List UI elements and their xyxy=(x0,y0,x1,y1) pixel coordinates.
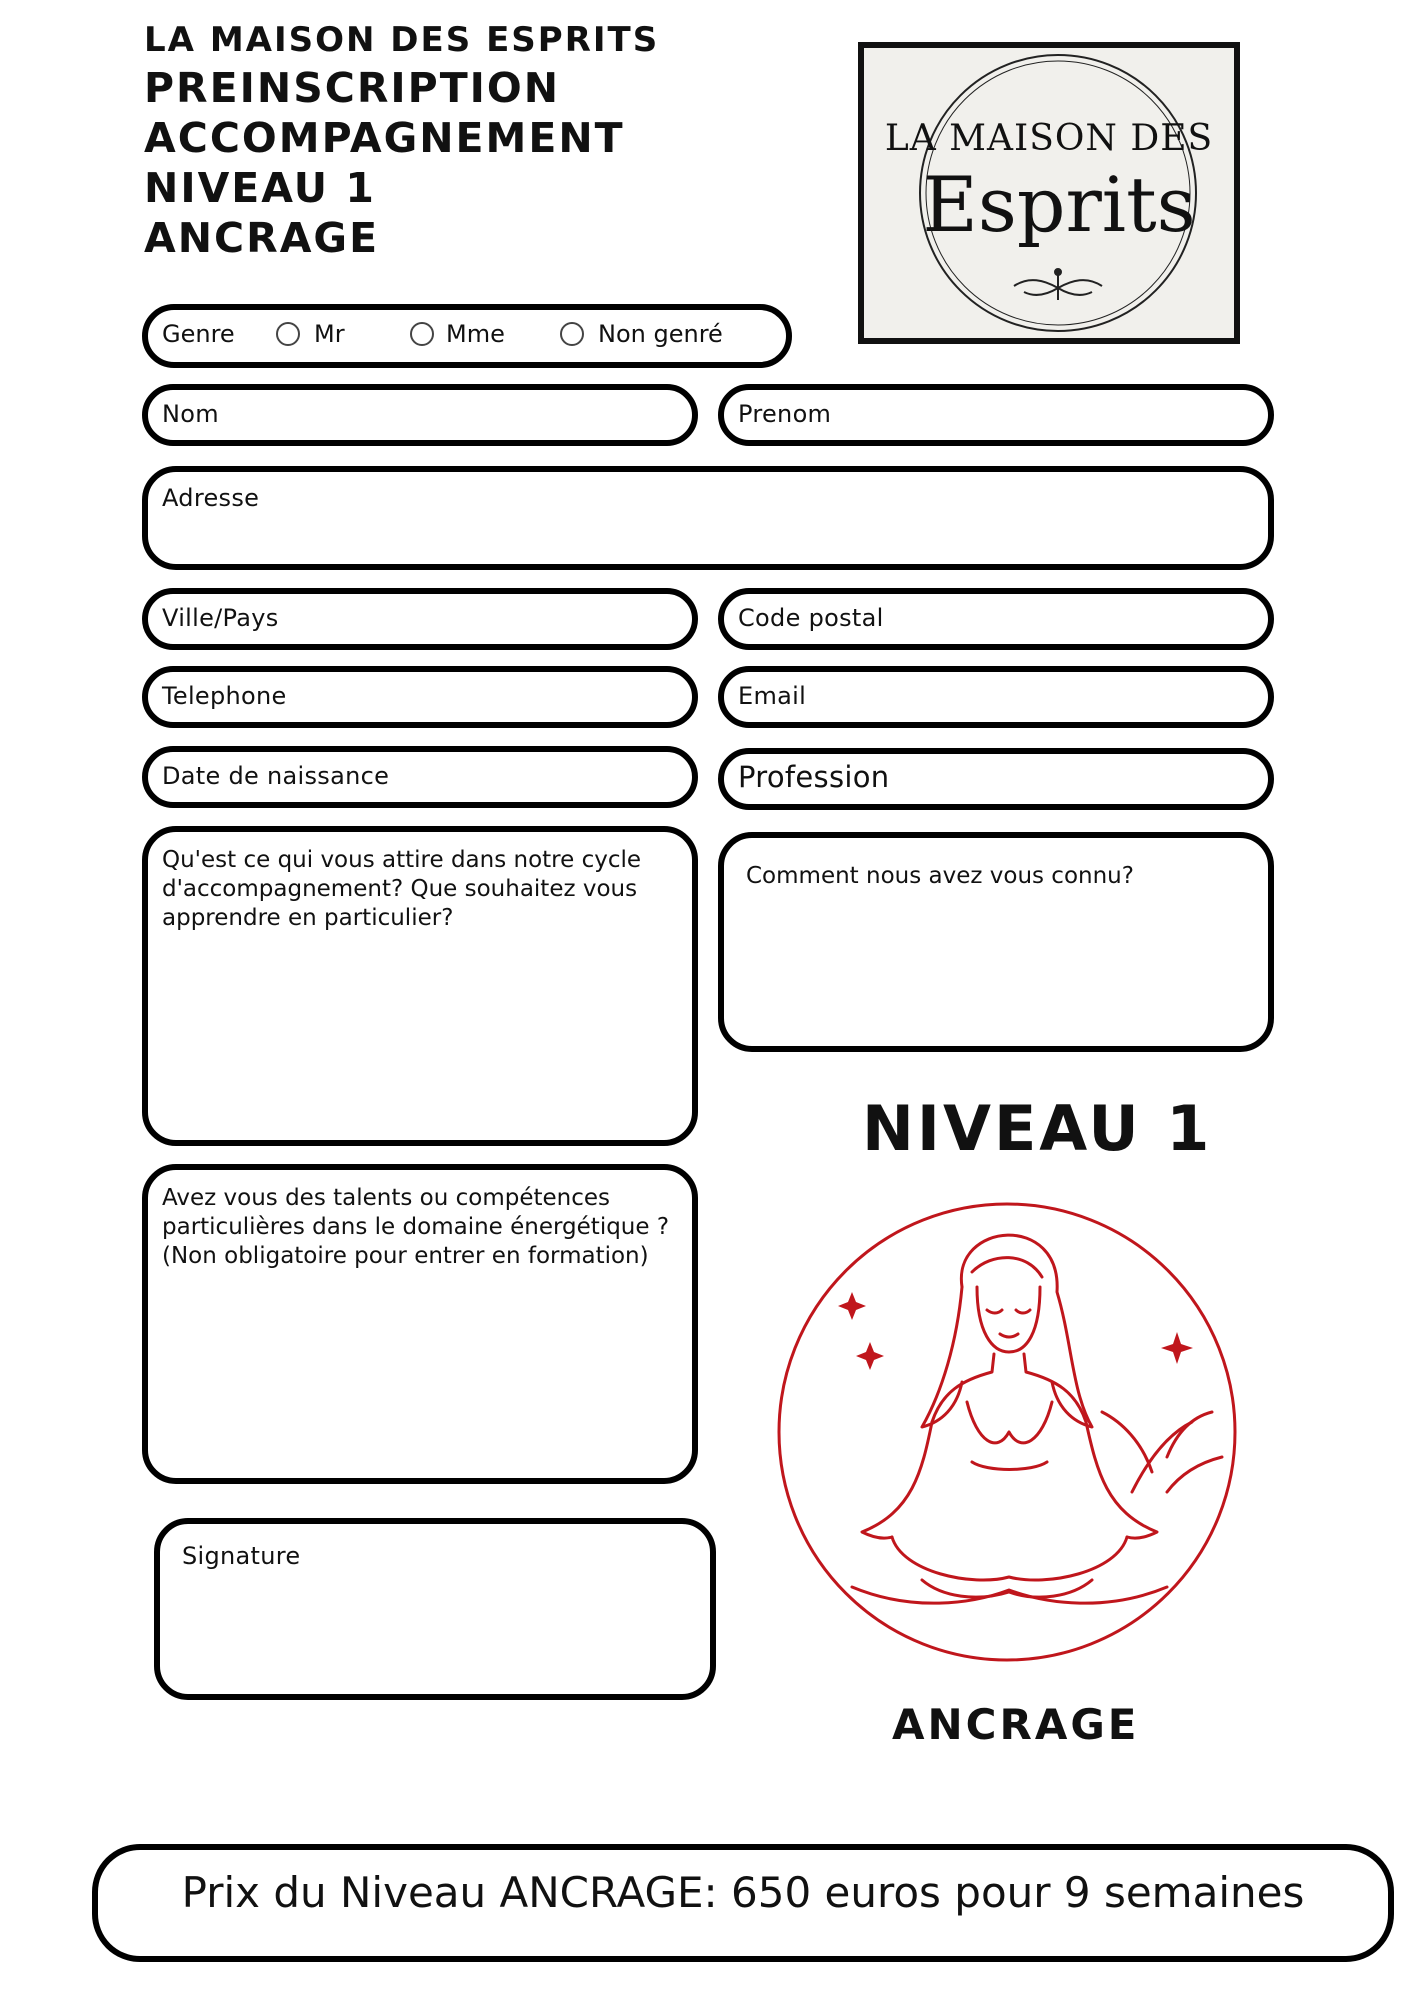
signature-label: Signature xyxy=(182,1542,301,1570)
title-ancrage: ANCRAGE xyxy=(144,214,380,262)
ville-pays-field[interactable] xyxy=(142,588,698,650)
radio-mr-label: Mr xyxy=(314,320,345,348)
question-connu-label: Comment nous avez vous connu? xyxy=(746,863,1134,889)
radio-non-genre[interactable] xyxy=(560,322,584,346)
adresse-field[interactable] xyxy=(142,466,1274,570)
radio-non-genre-label: Non genré xyxy=(598,320,723,348)
profession-field[interactable] xyxy=(718,748,1274,810)
question-talents-field[interactable] xyxy=(142,1164,698,1484)
price-text: Prix du Niveau ANCRAGE: 650 euros pour 9 semaines xyxy=(181,1868,1305,1917)
telephone-label: Telephone xyxy=(162,682,287,710)
ancrage-heading: ANCRAGE xyxy=(892,1700,1140,1749)
title-niveau: NIVEAU 1 xyxy=(144,164,376,212)
radio-mme-label: Mme xyxy=(446,320,505,348)
email-field[interactable] xyxy=(718,666,1274,728)
org-name-heading: LA MAISON DES ESPRITS xyxy=(144,20,660,60)
ville-pays-label: Ville/Pays xyxy=(162,604,279,632)
logo xyxy=(858,42,1240,344)
code-postal-field[interactable] xyxy=(718,588,1274,650)
price-banner xyxy=(92,1844,1394,1962)
profession-label: Profession xyxy=(738,760,890,794)
telephone-field[interactable] xyxy=(142,666,698,728)
signature-field[interactable] xyxy=(154,1518,716,1700)
date-naissance-field[interactable] xyxy=(142,746,698,808)
email-label: Email xyxy=(738,682,807,710)
question-connu-field[interactable] xyxy=(718,832,1274,1052)
adresse-label: Adresse xyxy=(162,484,260,512)
title-accompagnement: ACCOMPAGNEMENT xyxy=(144,114,625,162)
prenom-field[interactable] xyxy=(718,384,1274,446)
date-naissance-label: Date de naissance xyxy=(162,762,390,790)
radio-mr[interactable] xyxy=(276,322,300,346)
logo-top-text: LA MAISON DES xyxy=(884,118,1214,159)
genre-label: Genre xyxy=(162,320,235,348)
question-attire-label: Qu'est ce qui vous attire dans notre cycle d'accompagnement? Que souhaitez vous apprendre en particulier? xyxy=(162,847,642,931)
radio-mme[interactable] xyxy=(410,322,434,346)
meditation-woman-icon xyxy=(772,1192,1242,1672)
question-attire-field[interactable] xyxy=(142,826,698,1146)
nom-label: Nom xyxy=(162,400,219,428)
genre-field xyxy=(142,304,792,368)
question-talents-label: Avez vous des talents ou compétences particulières dans le domaine énergétique ? (Non obligatoire pour entrer en formation) xyxy=(162,1185,670,1269)
code-postal-label: Code postal xyxy=(738,604,884,632)
meditation-illustration xyxy=(772,1192,1242,1672)
prenom-label: Prenom xyxy=(738,400,832,428)
title-preinscription: PREINSCRIPTION xyxy=(144,64,561,112)
logo-main-text: Esprits xyxy=(922,160,1196,249)
nom-field[interactable] xyxy=(142,384,698,446)
niveau-heading: NIVEAU 1 xyxy=(862,1092,1213,1165)
